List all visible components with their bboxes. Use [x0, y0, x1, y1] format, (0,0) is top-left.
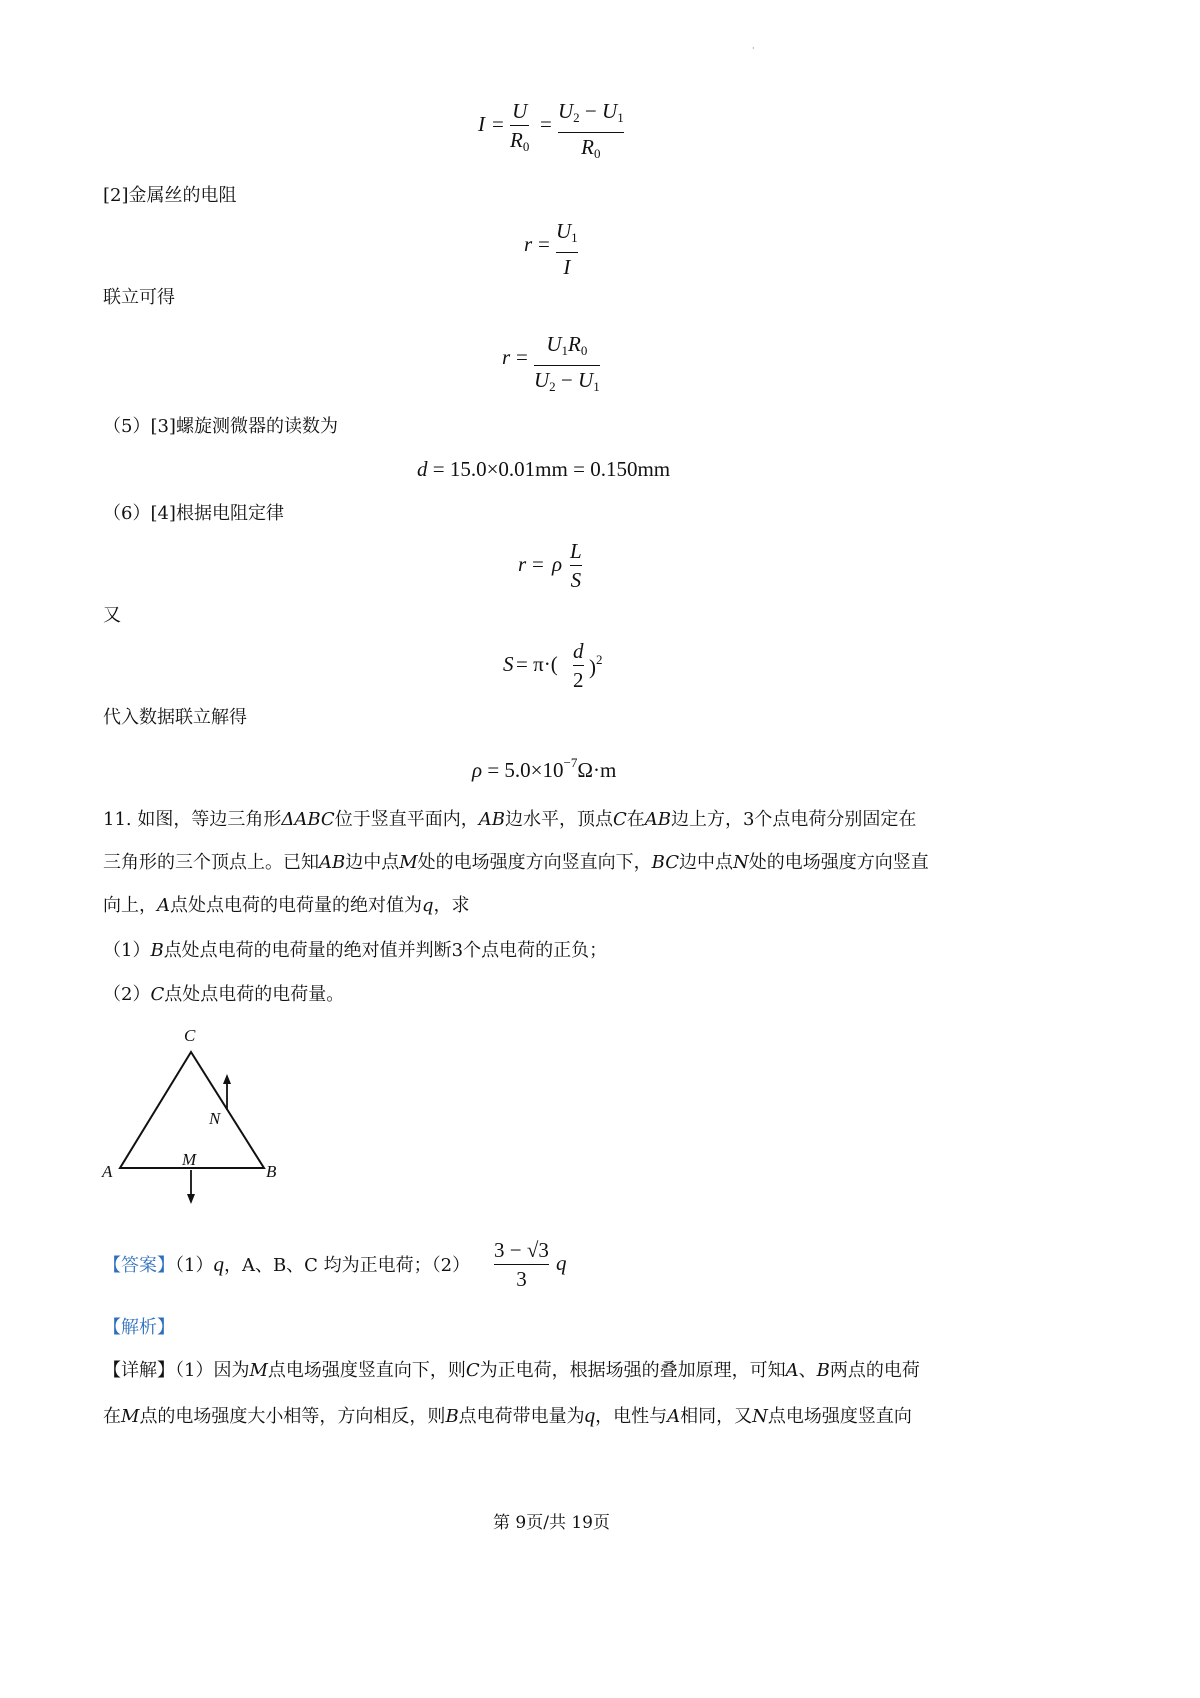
arrow-n-head: [223, 1074, 231, 1084]
label-n: N: [209, 1109, 221, 1128]
fraction-bar: [494, 1264, 549, 1265]
answer-num: 3 − √3: [494, 1238, 549, 1262]
question-number: 11.: [103, 809, 132, 830]
label-a: A: [102, 1162, 113, 1181]
eq2-num-sub: 1: [571, 230, 578, 245]
d-var: q: [584, 1403, 596, 1427]
eq1-f2-num-b: U: [602, 99, 618, 123]
q-text: 处的电场强度方向竖直向下，: [417, 852, 652, 873]
q-var: ΔABC: [281, 809, 335, 830]
d-var: A: [667, 1406, 681, 1427]
eq2-num: U: [556, 219, 572, 243]
eq3-lhs: r: [502, 345, 511, 369]
eq3-den-a: U: [534, 368, 550, 392]
question-line-2: [103, 851, 929, 875]
d-var: M: [249, 1360, 268, 1381]
d-text: （1）因为: [175, 1360, 250, 1381]
eq6-den: 2: [573, 668, 584, 692]
q-text: 边中点: [345, 852, 400, 873]
d-text: 两点的电荷: [829, 1360, 920, 1381]
question-line-3: [103, 894, 470, 918]
q-var: A: [157, 895, 170, 916]
eq6-exp: 2: [596, 652, 603, 667]
text-line-5: （5）[3]螺旋测微器的读数为: [103, 416, 338, 437]
eq6-close-paren: ): [589, 655, 596, 679]
answer-p1: （1）: [175, 1255, 214, 1276]
eq1-f1-den-sub: 0: [522, 139, 530, 154]
eq7-unit: Ω·m: [577, 758, 617, 782]
q-text: 点处点电荷的电荷量的绝对值并判断3个点电荷的正负；: [163, 940, 608, 961]
eq5-rho: ρ: [552, 552, 563, 576]
eq3-den-a-sub: 2: [549, 379, 556, 394]
question-part-1: [103, 939, 607, 963]
d-text: 点电场强度竖直向: [767, 1406, 912, 1427]
question-part-2: [103, 983, 344, 1007]
d-var: M: [121, 1406, 140, 1427]
eq5-lhs: r: [518, 552, 527, 576]
eq1-equals: =: [492, 112, 504, 136]
text-line-2: [2]金属丝的电阻: [103, 185, 237, 206]
detail-tag: 【详解】: [103, 1360, 175, 1381]
d-text: 相同，又: [680, 1406, 753, 1427]
q-text: 在: [626, 809, 645, 830]
eq3-equals: =: [516, 345, 528, 369]
q-var: C: [150, 984, 165, 1005]
d-var: B: [816, 1360, 830, 1381]
answer-tag: 【答案】: [103, 1255, 175, 1276]
eq1-f2-num-op: −: [584, 99, 597, 123]
eq2-den: I: [563, 255, 571, 279]
d-text: 点电荷带电量为: [458, 1406, 585, 1427]
answer-q2: q: [556, 1251, 567, 1275]
eq6-mid: = π·(: [516, 652, 558, 676]
eq7-exp: −7: [563, 755, 578, 770]
d-text: 点的电场强度大小相等，方向相反，则: [139, 1406, 446, 1427]
eq7-lhs: ρ: [472, 758, 483, 782]
d-text: 在: [103, 1406, 121, 1427]
text-combine-1: 联立可得: [103, 287, 175, 308]
fraction-bar: [510, 125, 529, 126]
q-var: B: [150, 940, 164, 961]
page-footer: 第 9页/共 19页: [493, 1513, 610, 1533]
detail-line-2: [103, 1403, 912, 1429]
detail-line-1: [103, 1359, 920, 1383]
eq6-lhs: S: [503, 652, 514, 676]
eq3-fraction: [534, 331, 600, 400]
fraction-bar: [570, 565, 582, 566]
equation-micrometer-reading: [417, 457, 670, 482]
question-line-1: [103, 808, 916, 832]
q-var: M: [399, 852, 418, 873]
label-c: C: [184, 1026, 196, 1045]
text-line-6: （6）[4]根据电阻定律: [103, 503, 284, 524]
q-text: （1）: [103, 940, 151, 961]
q-var: q: [422, 895, 434, 916]
eq2-fraction: [556, 218, 578, 280]
eq3-den-b-sub: 1: [593, 379, 600, 394]
eq4-expr: = 15.0×0.01mm = 0.150mm: [427, 457, 671, 481]
fraction-bar: [558, 132, 624, 133]
eq7-expr: = 5.0×10: [482, 758, 564, 782]
q-text: 点处点电荷的电荷量。: [164, 984, 345, 1005]
answer-den: 3: [516, 1267, 527, 1291]
eq1-f1-num: U: [512, 99, 528, 123]
eq3-den-b: U: [578, 368, 594, 392]
q-var: AB: [319, 852, 346, 873]
eq1-lhs: I: [478, 112, 485, 136]
answer-q1: q: [213, 1252, 224, 1276]
q-text: 向上，: [103, 895, 157, 916]
q-var: C: [612, 809, 627, 830]
text-substitute: 代入数据联立解得: [103, 707, 247, 728]
answer-line: [103, 1252, 470, 1278]
fraction-bar: [556, 252, 578, 253]
eq3-den-op: −: [560, 368, 573, 392]
analysis-tag: 【解析】: [103, 1317, 175, 1338]
answer-mid: ，A、B、C 均为正电荷；（2）: [223, 1255, 471, 1276]
d-text: 为正电荷，根据场强的叠加原理，可知: [479, 1360, 786, 1381]
eq1-equals-2: =: [540, 112, 552, 136]
eq1-fraction-1: [510, 98, 529, 160]
q-text: 如图，等边三角形: [137, 809, 282, 830]
eq5-fraction: [570, 538, 582, 593]
d-var: B: [445, 1406, 459, 1427]
d-text: ，电性与: [595, 1406, 668, 1427]
q-text: 边水平，顶点: [504, 809, 613, 830]
scan-dot: ·: [752, 44, 755, 53]
q-text: ，求: [433, 895, 470, 916]
d-var: A: [785, 1360, 799, 1381]
eq5-num: L: [570, 539, 582, 563]
arrow-m-head: [187, 1194, 195, 1204]
q-var: N: [733, 852, 749, 873]
q-var: BC: [651, 852, 680, 873]
d-var: C: [465, 1360, 480, 1381]
eq2-equals: =: [538, 232, 550, 256]
eq4-var: d: [417, 457, 428, 481]
eq1-f2-num-a: U: [558, 99, 574, 123]
eq1-f1-den: R: [510, 128, 523, 152]
triangle-figure: [98, 1020, 298, 1205]
eq5-den: S: [570, 568, 582, 592]
q-text: （2）: [103, 984, 151, 1005]
eq3-num-b-sub: 0: [580, 343, 588, 358]
q-text: 位于竖直平面内，: [334, 809, 479, 830]
eq1-fraction-2: [558, 98, 624, 167]
eq3-num-b: R: [568, 332, 581, 356]
eq3-num-a-sub: 1: [561, 343, 569, 358]
q-text: 点处点电荷的电荷量的绝对值为: [170, 895, 422, 916]
text-you: 又: [103, 605, 121, 626]
eq1-f2-den-sub: 0: [594, 146, 601, 161]
eq3-num-a: U: [546, 332, 562, 356]
q-text: 三角形的三个顶点上。已知: [103, 852, 319, 873]
eq1-f2-den: R: [581, 135, 594, 159]
label-m: M: [182, 1150, 197, 1169]
eq2-lhs: r: [524, 232, 533, 256]
q-var: AB: [644, 809, 671, 830]
eq6-fraction: [573, 638, 584, 693]
q-var: AB: [478, 809, 505, 830]
d-text: 点电场强度竖直向下，则: [267, 1360, 466, 1381]
answer-fraction: [494, 1237, 549, 1292]
d-text: 、: [798, 1360, 817, 1381]
d-var: N: [752, 1406, 768, 1427]
eq6-close: [589, 652, 603, 680]
fraction-bar: [534, 365, 600, 366]
equation-resistivity-result: [472, 755, 616, 783]
q-text: 边上方，3个点电荷分别固定在: [670, 809, 917, 830]
eq6-num: d: [573, 639, 584, 663]
eq5-equals: =: [532, 552, 544, 576]
q-text: 边中点: [679, 852, 734, 873]
eq1-f2-num-a-sub: 2: [573, 110, 580, 125]
fraction-bar: [573, 665, 584, 666]
q-text: 处的电场强度方向竖直: [748, 852, 929, 873]
label-b: B: [266, 1162, 277, 1181]
eq1-f2-num-b-sub: 1: [617, 110, 624, 125]
